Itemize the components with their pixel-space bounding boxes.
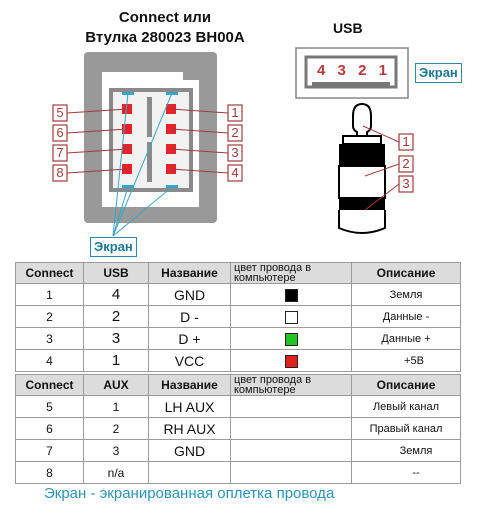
cell-color <box>231 328 352 350</box>
color-swatch <box>285 311 298 324</box>
cell-color <box>231 396 352 418</box>
pin-label-left: 6 <box>56 125 64 140</box>
connector-title-line2: Втулка 280023 BH00A <box>85 29 245 46</box>
header-wire-color: цвет провода в компьютере <box>231 375 352 396</box>
cell-name: D + <box>149 328 231 350</box>
table-row <box>16 396 461 418</box>
table-row <box>16 440 461 462</box>
usb-pinout-table <box>15 262 461 372</box>
footer-note: Экран - экранированная оплетка провода <box>44 485 335 502</box>
pin-label-left: 5 <box>56 105 64 120</box>
color-swatch <box>285 355 298 368</box>
cell-connect: 4 <box>16 350 84 372</box>
cell-connect: 5 <box>16 396 84 418</box>
cell-description: Данные + <box>352 328 461 350</box>
aux-pinout-table <box>15 374 461 484</box>
pin-label-right: 2 <box>231 125 239 140</box>
cell-description: +5В <box>352 350 461 372</box>
cell-pin: n/a <box>84 462 149 484</box>
pin-label-left: 7 <box>56 145 64 160</box>
cell-connect: 6 <box>16 418 84 440</box>
header-wire-color: цвет провода в компьютере <box>231 263 352 284</box>
cell-description: Земля <box>352 440 461 462</box>
cell-name: RH AUX <box>149 418 231 440</box>
cell-name <box>149 462 231 484</box>
table-row <box>16 284 461 306</box>
cell-name: D - <box>149 306 231 328</box>
jack-contact-label: 3 <box>402 176 410 191</box>
table-row <box>16 306 461 328</box>
usb-pin-label: 2 <box>358 62 367 79</box>
cell-connect: 3 <box>16 328 84 350</box>
cell-description: Земля <box>352 284 461 306</box>
cell-color <box>231 350 352 372</box>
cell-description: Правый канал <box>352 418 461 440</box>
header-name: Название <box>149 375 231 396</box>
usb-pin-numbers <box>317 62 387 79</box>
jack-contact-label: 1 <box>402 134 410 149</box>
cell-color <box>231 440 352 462</box>
usb-title: USB <box>333 20 363 36</box>
table-row <box>16 418 461 440</box>
cell-color <box>231 306 352 328</box>
connector-title-line1: Connect или <box>118 9 212 26</box>
cell-name: GND <box>149 284 231 306</box>
cell-connect: 1 <box>16 284 84 306</box>
connector-diagram <box>0 0 260 262</box>
cell-description: Левый канал <box>352 396 461 418</box>
connector-shield-label: Экран <box>90 237 137 257</box>
header-connect: Connect <box>16 263 84 284</box>
usb-pin-label: 4 <box>317 62 326 79</box>
header-connect: Connect <box>16 375 84 396</box>
table-header-row <box>16 375 461 396</box>
color-swatch <box>285 289 298 302</box>
cell-pin: 2 <box>84 306 149 328</box>
cell-description: Данные - <box>352 306 461 328</box>
cell-color <box>231 418 352 440</box>
header-usb: USB <box>84 263 149 284</box>
usb-shield-label: Экран <box>415 63 462 83</box>
cell-pin: 3 <box>84 440 149 462</box>
table-header-row <box>16 263 461 284</box>
cell-color <box>231 462 352 484</box>
cell-connect: 8 <box>16 462 84 484</box>
header-aux: AUX <box>84 375 149 396</box>
usb-pin-label: 3 <box>337 62 346 79</box>
header-description: Описание <box>352 263 461 284</box>
cell-pin: 1 <box>84 350 149 372</box>
cell-name: LH AUX <box>149 396 231 418</box>
pin-label-right: 3 <box>231 145 239 160</box>
cell-connect: 7 <box>16 440 84 462</box>
cell-name: GND <box>149 440 231 462</box>
header-description: Описание <box>352 375 461 396</box>
cell-pin: 3 <box>84 328 149 350</box>
jack-contact-label: 2 <box>402 156 410 171</box>
usb-pin-label: 1 <box>378 62 387 79</box>
cell-pin: 2 <box>84 418 149 440</box>
table-row <box>16 328 461 350</box>
cell-connect: 2 <box>16 306 84 328</box>
pin-label-left: 8 <box>56 165 64 180</box>
header-name: Название <box>149 263 231 284</box>
color-swatch <box>285 333 298 346</box>
table-row <box>16 462 461 484</box>
cell-description: -- <box>352 462 461 484</box>
cell-pin: 1 <box>84 396 149 418</box>
pin-label-right: 1 <box>231 105 239 120</box>
socket-key <box>147 97 152 137</box>
pin-label-right: 4 <box>231 165 239 180</box>
table-row <box>16 350 461 372</box>
cell-color <box>231 284 352 306</box>
cell-pin: 4 <box>84 284 149 306</box>
cell-name: VCC <box>149 350 231 372</box>
